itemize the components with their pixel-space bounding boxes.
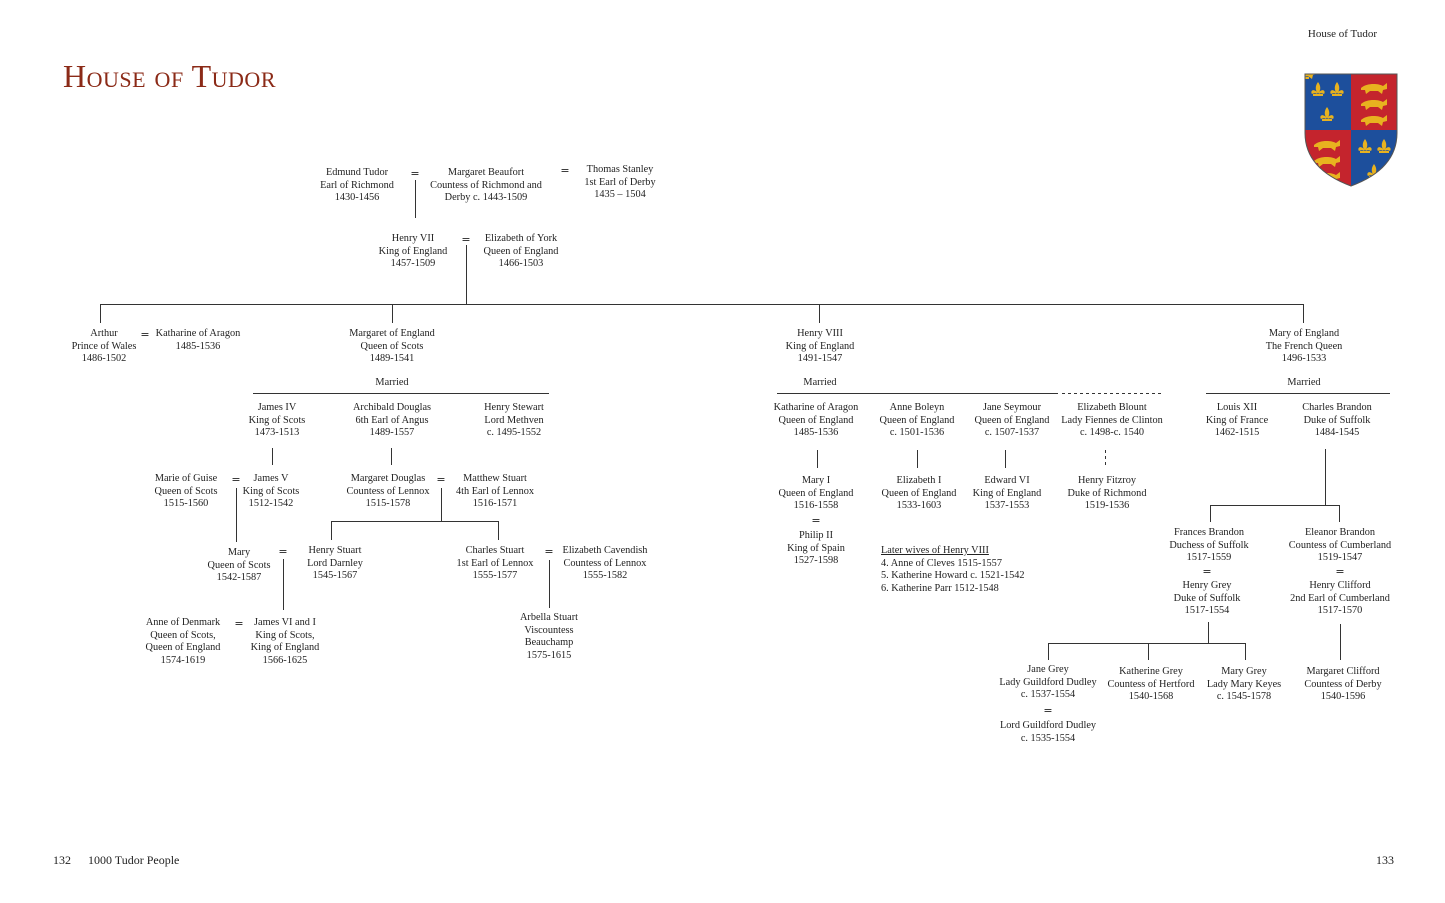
person-james-vi-and-i: James VI and I King of Scots, King of England 1566-1625 [250, 617, 320, 666]
person-henry-vii: Henry VII King of England 1457-1509 [378, 233, 448, 270]
married-label: Married [803, 377, 837, 388]
person-katherine-grey: Katherine Grey Countess of Hertford 1540-1568 [1107, 666, 1195, 703]
person-margaret-douglas: Margaret Douglas Countess of Lennox 1515-1578 [346, 473, 430, 510]
person-arthur: Arthur Prince of Wales 1486-1502 [71, 328, 137, 365]
person-henry-stewart: Henry Stewart Lord Methven c. 1495-1552 [484, 402, 544, 439]
married-label: Married [375, 377, 409, 388]
page-number-left: 132 [53, 853, 71, 867]
person-margaret-of-england: Margaret of England Queen of Scots 1489-1541 [349, 328, 435, 365]
person-marie-of-guise: Marie of Guise Queen of Scots 1515-1560 [154, 473, 218, 510]
person-jane-grey: Jane Grey Lady Guildford Dudley c. 1537-1554 [999, 664, 1097, 701]
marriage-sign: = [234, 617, 244, 630]
person-henry-stuart-darnley: Henry Stuart Lord Darnley 1545-1567 [307, 545, 363, 582]
person-katharine-of-aragon: Katharine of Aragon 1485-1536 [155, 328, 241, 352]
person-henry-fitzroy: Henry Fitzroy Duke of Richmond 1519-1536 [1067, 475, 1147, 512]
person-elizabeth-blount: Elizabeth Blount Lady Fiennes de Clinton c. 1498-c. 1540 [1061, 402, 1163, 439]
marriage-sign: = [231, 473, 241, 486]
marriage-sign: = [560, 164, 570, 177]
marriage-sign: = [1335, 565, 1345, 578]
later-wives-note: Later wives of Henry VIII 4. Anne of Cleves 1515-1557 5. Katherine Howard c. 1521-1542 6. Katherine Parr 1512-1548 [881, 545, 1025, 594]
person-james-v: James V King of Scots 1512-1542 [242, 473, 300, 510]
marriage-sign: = [278, 545, 288, 558]
marriage-sign: = [436, 473, 446, 486]
married-label: Married [1287, 377, 1321, 388]
person-henry-viii: Henry VIII King of England 1491-1547 [785, 328, 855, 365]
person-mary-i: Mary I Queen of England 1516-1558 [778, 475, 854, 512]
person-elizabeth-of-york: Elizabeth of York Queen of England 1466-1503 [483, 233, 559, 270]
marriage-sign: = [544, 545, 554, 558]
person-matthew-stuart: Matthew Stuart 4th Earl of Lennox 1516-1571 [455, 473, 535, 510]
person-mary-queen-of-scots: Mary Queen of Scots 1542-1587 [207, 547, 271, 584]
person-edward-vi: Edward VI King of England 1537-1553 [972, 475, 1042, 512]
person-katharine-of-aragon-queen: Katharine of Aragon Queen of England 1485-1536 [773, 402, 859, 439]
person-elizabeth-cavendish: Elizabeth Cavendish Countess of Lennox 1555-1582 [562, 545, 648, 582]
person-henry-grey: Henry Grey Duke of Suffolk 1517-1554 [1173, 580, 1241, 617]
person-james-iv: James IV King of Scots 1473-1513 [248, 402, 306, 439]
person-eleanor-brandon: Eleanor Brandon Countess of Cumberland 1519-1547 [1288, 527, 1392, 564]
person-thomas-stanley: Thomas Stanley 1st Earl of Derby 1435 – 1504 [584, 164, 656, 201]
page-title: House of Tudor [63, 58, 276, 94]
marriage-sign: = [1202, 565, 1212, 578]
person-mary-of-england: Mary of England The French Queen 1496-1533 [1265, 328, 1343, 365]
person-henry-clifford: Henry Clifford 2nd Earl of Cumberland 1517-1570 [1290, 580, 1390, 617]
person-archibald-douglas: Archibald Douglas 6th Earl of Angus 1489-1557 [352, 402, 432, 439]
person-frances-brandon: Frances Brandon Duchess of Suffolk 1517-1559 [1169, 527, 1249, 564]
person-charles-brandon: Charles Brandon Duke of Suffolk 1484-1545 [1302, 402, 1372, 439]
marriage-sign: = [1043, 704, 1053, 717]
person-charles-stuart: Charles Stuart 1st Earl of Lennox 1555-1577 [456, 545, 534, 582]
person-jane-seymour: Jane Seymour Queen of England c. 1507-1537 [974, 402, 1050, 439]
book-title: 1000 Tudor People [88, 853, 180, 867]
page-number-right: 133 [1376, 853, 1394, 867]
person-margaret-clifford: Margaret Clifford Countess of Derby 1540-1596 [1304, 666, 1382, 703]
person-mary-grey: Mary Grey Lady Mary Keyes c. 1545-1578 [1206, 666, 1282, 703]
running-head: House of Tudor [1307, 28, 1377, 40]
marriage-sign: = [461, 233, 471, 246]
marriage-sign: = [811, 514, 821, 527]
person-edmund-tudor: Edmund Tudor Earl of Richmond 1430-1456 [320, 167, 394, 204]
person-lord-guildford-dudley: Lord Guildford Dudley c. 1535-1554 [999, 720, 1097, 744]
person-margaret-beaufort: Margaret Beaufort Countess of Richmond and Derby c. 1443-1509 [430, 167, 542, 204]
marriage-sign: = [410, 167, 420, 180]
person-louis-xii: Louis XII King of France 1462-1515 [1205, 402, 1269, 439]
person-anne-of-denmark: Anne of Denmark Queen of Scots, Queen of England 1574-1619 [145, 617, 221, 666]
person-elizabeth-i: Elizabeth I Queen of England 1533-1603 [881, 475, 957, 512]
marriage-sign: = [140, 328, 150, 341]
person-anne-boleyn: Anne Boleyn Queen of England c. 1501-1536 [879, 402, 955, 439]
person-arbella-stuart: Arbella Stuart Viscountess Beauchamp 1575-1615 [519, 612, 579, 661]
person-philip-ii: Philip II King of Spain 1527-1598 [787, 530, 845, 567]
